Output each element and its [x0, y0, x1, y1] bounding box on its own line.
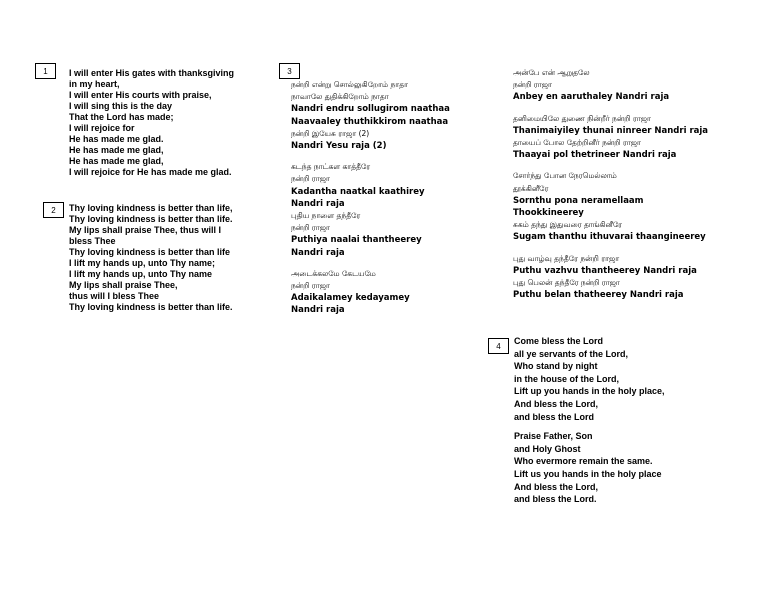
- lyric-line: I will rejoice for: [69, 123, 135, 133]
- transliteration-line: Nandri raja: [291, 198, 345, 209]
- lyric-line: I will sing this is the day: [69, 101, 173, 111]
- stanza-gap: [513, 104, 708, 113]
- hymn-3-lyrics-column-2: [513, 67, 708, 301]
- tamil-lyric-line: நன்றி ராஜா: [513, 80, 552, 90]
- transliteration-line: Sugam thanthu ithuvarai thaangineerey: [513, 232, 706, 243]
- lyric-line: thus will I bless Thee: [69, 291, 160, 301]
- lyric-line: Thy loving kindness is better than life.: [69, 302, 233, 312]
- hymn-number-3: 3: [279, 63, 300, 79]
- tamil-lyric-line: நன்றி இயேசு ராஜா (2): [291, 128, 370, 138]
- lyric-line: Who evermore remain the same.: [514, 456, 653, 467]
- transliteration-line: Adaikalamey kedayamey: [291, 293, 410, 304]
- transliteration-line: Nandri raja: [291, 305, 345, 316]
- transliteration-line: Nandri raja: [291, 247, 345, 258]
- transliteration-line: Nandri Yesu raja (2): [291, 141, 387, 152]
- transliteration-line: Thanimaiyiley thunai ninreer Nandri raja: [513, 125, 709, 136]
- hymn-2-lyrics: [69, 203, 233, 313]
- tamil-lyric-line: புது பெலன் தந்தீரே நன்றி ராஜா: [513, 278, 620, 288]
- lyric-line: and bless the Lord: [514, 411, 595, 422]
- lyric-line: He has made me glad,: [69, 145, 164, 155]
- lyric-line: And bless the Lord,: [514, 481, 599, 492]
- lyric-line: and bless the Lord.: [514, 494, 597, 505]
- lyric-line: Who stand by night: [514, 361, 598, 372]
- lyric-line: I lift my hands up, unto Thy name;: [69, 258, 216, 268]
- lyric-line: in the house of the Lord,: [514, 373, 619, 384]
- stanza-gap: [291, 259, 450, 268]
- lyric-line: Praise Father, Son: [514, 431, 593, 442]
- tamil-lyric-line: சோர்ந்து போன நேரமெல்லாம்: [513, 171, 617, 181]
- lyric-line: And bless the Lord,: [514, 398, 599, 409]
- tamil-lyric-line: புது வாழ்வு தந்தீரே நன்றி ராஜா: [513, 253, 620, 263]
- lyric-line: Thy loving kindness is better than life.: [69, 214, 233, 224]
- tamil-lyric-line: அடைக்கலமே கேடயமே: [291, 268, 376, 278]
- hymn-4-lyrics: [514, 335, 665, 506]
- lyric-line: Thy loving kindness is better than life: [69, 247, 231, 257]
- lyric-line: He has made me glad.: [69, 134, 164, 144]
- lyric-line: I will enter His gates with thanksgiving: [69, 68, 235, 78]
- transliteration-line: Puthu belan thatheerey Nandri raja: [513, 290, 684, 301]
- transliteration-line: Sornthu pona neramellaam: [513, 195, 644, 206]
- hymn-number-2: 2: [43, 202, 64, 218]
- lyric-line: Thy loving kindness is better than life,: [69, 203, 233, 213]
- tamil-lyric-line: அன்பே என் ஆறுதலே: [513, 68, 590, 77]
- lyric-line: all ye servants of the Lord,: [514, 348, 629, 359]
- transliteration-line: Nandri endru sollugirom naathaa: [291, 104, 450, 115]
- transliteration-line: Thaayai pol thetrineer Nandri raja: [513, 150, 677, 161]
- lyric-line: and Holy Ghost: [514, 443, 581, 454]
- tamil-lyric-line: நன்றி ராஜா: [291, 223, 330, 233]
- transliteration-line: Puthu vazhvu thantheerey Nandri raja: [513, 265, 697, 276]
- tamil-lyric-line: நன்றி என்று சொல்லுகிறோம் நாதா: [291, 80, 409, 89]
- hymn-number-1: 1: [35, 63, 56, 79]
- tamil-lyric-line: தனிமையிலே துணை நின்றீர் நன்றி ராஜா: [513, 113, 651, 123]
- tamil-lyric-line: தூக்கினீரே: [513, 183, 549, 193]
- lyric-line: My lips shall praise Thee,: [69, 280, 178, 290]
- lyric-line: I will enter His courts with praise,: [69, 90, 212, 100]
- lyric-line: Lift us you hands in the holy place: [514, 468, 662, 479]
- stanza-gap: [291, 152, 450, 161]
- lyric-line: I lift my hands up, unto Thy name: [69, 269, 213, 279]
- hymn-3-lyrics-column-1: [291, 79, 450, 317]
- transliteration-line: Anbey en aaruthaley Nandri raja: [513, 92, 670, 103]
- tamil-lyric-line: புதிய நாளை தந்தீரே: [291, 211, 361, 221]
- transliteration-line: Thookkineerey: [513, 208, 584, 219]
- stanza-gap: [513, 244, 708, 253]
- tamil-lyric-line: நன்றி ராஜா: [291, 281, 330, 291]
- transliteration-line: Naavaaley thuthikkirom naathaa: [291, 116, 449, 127]
- lyric-line: He has made me glad,: [69, 156, 164, 166]
- lyric-line: I will rejoice for He has made me glad.: [69, 167, 232, 177]
- stanza-gap: [513, 161, 708, 170]
- lyric-line: My lips shall praise Thee, thus will I: [69, 225, 222, 235]
- tamil-lyric-line: நன்றி ராஜா: [291, 174, 330, 184]
- lyric-line: bless Thee: [69, 236, 116, 246]
- tamil-lyric-line: தாயைப் போல தேற்றினீர் நன்றி ராஜா: [513, 138, 641, 148]
- transliteration-line: Kadantha naatkal kaathirey: [291, 186, 425, 197]
- stanza-gap: [514, 423, 665, 430]
- tamil-lyric-line: கடந்த நாட்கள காத்தீரே: [291, 162, 371, 172]
- lyric-line: in my heart,: [69, 79, 120, 89]
- tamil-lyric-line: சுகம் தந்து இதுவரை தாங்கினீரே: [513, 220, 623, 230]
- hymn-number-4: 4: [488, 338, 509, 354]
- lyric-line: Come bless the Lord: [514, 336, 604, 346]
- tamil-lyric-line: நாவாலே துதிக்கிறோம் நாதா: [291, 92, 389, 102]
- lyric-line: That the Lord has made;: [69, 112, 174, 122]
- transliteration-line: Puthiya naalai thantheerey: [291, 235, 422, 246]
- lyric-line: Lift up you hands in the holy place,: [514, 386, 665, 397]
- hymn-1-lyrics: [69, 68, 234, 178]
